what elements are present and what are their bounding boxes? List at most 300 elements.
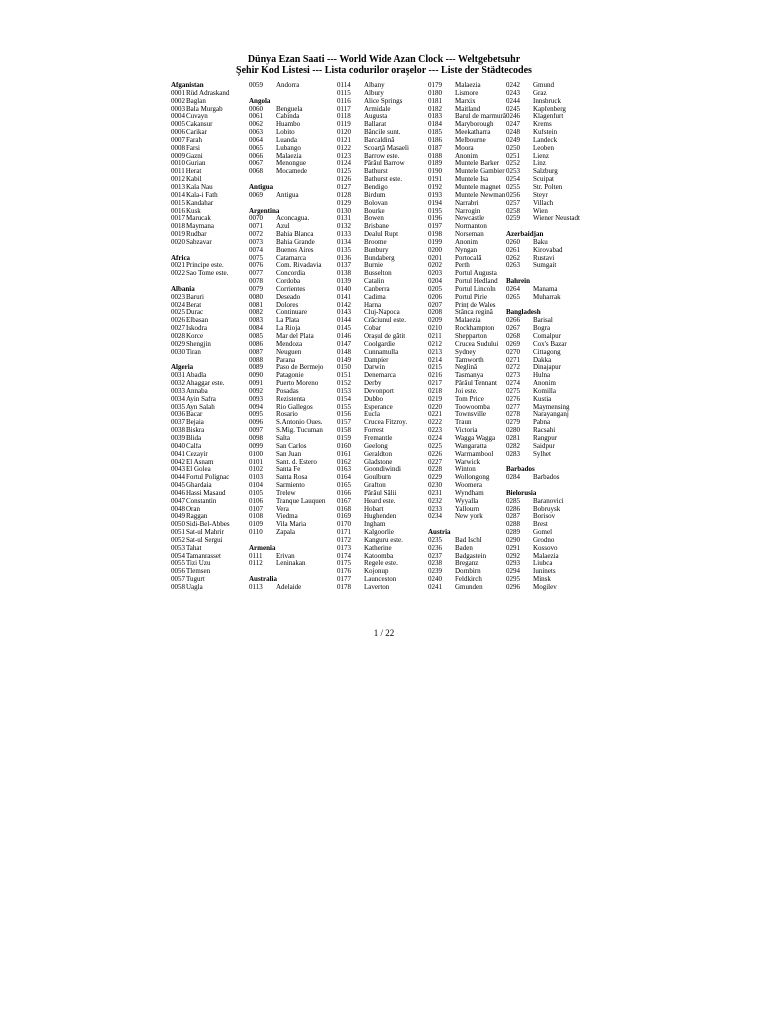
- city-entry: [249, 529, 337, 537]
- city-entry: [249, 466, 337, 474]
- city-code: 0145: [337, 325, 351, 333]
- city-entry: [337, 302, 428, 310]
- country-heading: Bangladesh: [506, 309, 541, 317]
- country-heading: Austria: [428, 529, 451, 537]
- city-entry: [249, 153, 337, 161]
- city-entry: [337, 568, 428, 576]
- city-code: 0249: [506, 136, 520, 144]
- city-entry: [171, 506, 249, 514]
- city-entry: [428, 184, 506, 192]
- spacer: [249, 176, 337, 184]
- city-entry: [506, 349, 596, 357]
- city-code: 0211: [428, 333, 442, 340]
- city-entry: [249, 129, 337, 137]
- city-code: 0054: [171, 552, 185, 560]
- city-code: 0121: [337, 136, 351, 144]
- city-name: Maymensing: [533, 403, 570, 411]
- city-code: 0086: [249, 340, 263, 348]
- city-name: Breganz: [455, 560, 479, 568]
- city-name: Yallourn: [455, 505, 480, 513]
- city-entry: [506, 176, 596, 184]
- city-name: Sarmiento: [276, 482, 305, 490]
- city-name: Durac: [186, 309, 204, 317]
- city-code: 0079: [249, 285, 263, 293]
- city-name: Liubca: [533, 560, 553, 568]
- city-entry: [428, 553, 506, 561]
- city-name: Melbourne: [455, 136, 486, 144]
- city-name: Santa Fe: [276, 466, 301, 474]
- city-name: Parana: [276, 356, 296, 364]
- city-code: 0065: [249, 144, 263, 152]
- city-name: Scoarţă Masaeli: [364, 144, 409, 152]
- city-entry: [171, 239, 249, 247]
- city-entry: [249, 247, 337, 255]
- city-name: Tahat: [186, 544, 202, 552]
- city-entry: [171, 419, 249, 427]
- city-name: Luanda: [276, 136, 297, 144]
- city-code: 0136: [337, 254, 351, 262]
- city-name: Bowen: [364, 215, 384, 223]
- city-entry: [171, 270, 249, 278]
- city-code: 0250: [506, 144, 520, 152]
- city-entry: [337, 200, 428, 208]
- city-name: Trelew: [276, 489, 296, 497]
- city-code: 0137: [337, 262, 351, 270]
- city-entry: [428, 309, 506, 317]
- city-name: Warrnambool: [455, 450, 494, 458]
- city-name: Tom Price: [455, 395, 484, 403]
- city-code: 0099: [249, 442, 263, 450]
- city-name: Barcaldină: [364, 136, 395, 144]
- country-heading: Bahrein: [506, 278, 530, 286]
- city-code: 0085: [249, 333, 263, 340]
- city-name: Forrest: [364, 427, 384, 435]
- city-name: Kala-i Fath: [186, 191, 218, 199]
- country-heading: Barbados: [506, 466, 535, 474]
- city-name: Iskodra: [186, 325, 207, 333]
- city-entry: [337, 529, 428, 537]
- city-entry: [337, 208, 428, 216]
- city-code: 0063: [249, 129, 263, 137]
- city-name: San Juan: [276, 450, 302, 458]
- city-name: Uagla: [186, 584, 203, 591]
- city-name: Baranovici: [533, 497, 564, 505]
- city-code: 0295: [506, 576, 520, 584]
- city-name: Baku: [533, 238, 548, 246]
- city-code: 0044: [171, 474, 185, 482]
- city-code: 0064: [249, 136, 263, 144]
- city-code: 0073: [249, 238, 263, 246]
- city-code: 0109: [249, 521, 263, 529]
- city-entry: [249, 396, 337, 404]
- city-code: 0087: [249, 348, 263, 356]
- city-name: S.Mig. Tucuman: [276, 427, 323, 435]
- city-name: Zapala: [276, 529, 296, 537]
- city-entry: [171, 215, 249, 223]
- city-code: 0120: [337, 129, 351, 137]
- city-code: 0115: [337, 89, 351, 97]
- city-code: 0256: [506, 191, 520, 199]
- city-name: Marucak: [186, 215, 211, 223]
- city-entry: [428, 270, 506, 278]
- city-code: 0200: [428, 246, 442, 254]
- city-code: 0182: [428, 105, 442, 113]
- city-name: Sidi-Bel-Abbes: [186, 521, 230, 529]
- city-name: Klagenfurt: [533, 113, 564, 121]
- city-name: Goulburn: [364, 474, 391, 482]
- city-code: 0057: [171, 576, 185, 584]
- city-code: 0093: [249, 395, 263, 403]
- city-name: Graz: [533, 89, 547, 97]
- city-code: 0271: [506, 356, 520, 364]
- city-entry: [171, 302, 249, 310]
- city-code: 0068: [249, 168, 263, 176]
- city-entry: [506, 506, 596, 514]
- city-entry: [171, 372, 249, 380]
- city-code: 0146: [337, 333, 351, 340]
- city-entry: [171, 137, 249, 145]
- city-entry: [506, 333, 596, 341]
- city-name: Cordoba: [276, 278, 301, 286]
- city-name: Muntele magnet: [455, 183, 501, 191]
- city-name: Anonim: [455, 152, 478, 160]
- city-entry: [171, 145, 249, 153]
- spacer: [506, 302, 596, 310]
- city-entry: [428, 388, 506, 396]
- city-code: 0096: [249, 419, 263, 427]
- city-code: 0050: [171, 521, 185, 529]
- city-name: Leoben: [533, 144, 554, 152]
- city-entry: [428, 459, 506, 467]
- city-entry: [428, 537, 506, 545]
- city-code: 0168: [337, 505, 351, 513]
- city-name: Rustavi: [533, 254, 555, 262]
- city-code: 0239: [428, 568, 442, 576]
- city-entry: [249, 302, 337, 310]
- city-entry: [506, 427, 596, 435]
- city-name: Landeck: [533, 136, 558, 144]
- city-code: 0173: [337, 544, 351, 552]
- city-code: 0274: [506, 380, 520, 388]
- city-entry: [171, 294, 249, 302]
- city-code: 0181: [428, 97, 442, 105]
- city-name: Traun: [455, 419, 472, 427]
- city-code: 0103: [249, 474, 263, 482]
- city-entry: [428, 255, 506, 263]
- city-entry: [337, 278, 428, 286]
- city-name: Continuare: [276, 309, 308, 317]
- city-entry: [428, 333, 506, 341]
- city-code: 0077: [249, 270, 263, 278]
- city-entry: [506, 106, 596, 114]
- city-name: Wiener Neustadt: [533, 215, 580, 223]
- city-entry: [249, 325, 337, 333]
- country-heading: Bielorusia: [506, 489, 537, 497]
- city-entry: [249, 553, 337, 561]
- city-code: 0013: [171, 183, 185, 191]
- city-entry: [337, 396, 428, 404]
- city-entry: [337, 576, 428, 584]
- city-code: 0107: [249, 505, 263, 513]
- city-name: Barbados: [533, 474, 560, 482]
- document-subtitle: Şehir Kod Listesi --- Lista codurilor oraşelor --- Liste der Städtecodes: [236, 65, 532, 76]
- city-entry: [506, 239, 596, 247]
- city-name: Aconcagua.: [276, 215, 310, 223]
- city-name: Rangpur: [533, 434, 558, 442]
- city-entry: [171, 380, 249, 388]
- country-heading: Algeria: [171, 364, 194, 372]
- city-name: Katoomba: [364, 552, 394, 560]
- city-name: Kusk: [186, 207, 201, 215]
- city-code: 0128: [337, 191, 351, 199]
- city-name: Huambo: [276, 121, 301, 129]
- city-code: 0186: [428, 136, 442, 144]
- city-name: Townsville: [455, 411, 487, 419]
- city-name: Raggan: [186, 513, 208, 521]
- spacer: [249, 537, 337, 545]
- city-entry: [249, 309, 337, 317]
- city-code: 0155: [337, 403, 351, 411]
- city-code: 0095: [249, 411, 263, 419]
- city-code: 0117: [337, 105, 351, 113]
- city-name: Buenos Aires: [276, 246, 314, 254]
- city-code: 0202: [428, 262, 442, 270]
- city-code: 0282: [506, 442, 520, 450]
- city-name: Innsbruck: [533, 97, 561, 105]
- city-code: 0015: [171, 199, 185, 207]
- city-code: 0053: [171, 544, 185, 552]
- city-name: Malaezia: [533, 552, 559, 560]
- city-code: 0075: [249, 254, 263, 262]
- city-entry: [506, 286, 596, 294]
- city-entry: [249, 404, 337, 412]
- city-entry: [249, 215, 337, 223]
- city-name: Broome: [364, 238, 387, 246]
- city-entry: [171, 121, 249, 129]
- city-code: 0016: [171, 207, 185, 215]
- city-entry: [428, 192, 506, 200]
- city-entry: [171, 160, 249, 168]
- city-name: Cabinda: [276, 113, 300, 121]
- city-code: 0092: [249, 387, 263, 395]
- city-entry: [428, 498, 506, 506]
- city-name: Tlemsen: [186, 568, 211, 576]
- city-entry: [337, 286, 428, 294]
- city-code: 0231: [428, 489, 442, 497]
- city-name: Str. Polten: [533, 183, 563, 191]
- city-code: 0252: [506, 160, 520, 168]
- city-code: 0241: [428, 584, 442, 591]
- city-name: El Asnam: [186, 458, 214, 466]
- city-name: Principe este.: [186, 262, 224, 270]
- city-code: 0116: [337, 97, 351, 105]
- city-entry: [249, 419, 337, 427]
- city-code: 0254: [506, 176, 520, 184]
- city-code: 0285: [506, 497, 520, 505]
- city-entry: [506, 584, 596, 592]
- city-code: 0097: [249, 427, 263, 435]
- city-entry: [249, 427, 337, 435]
- city-code: 0247: [506, 121, 520, 129]
- city-code: 0071: [249, 223, 263, 231]
- city-code: 0033: [171, 387, 185, 395]
- city-code: 0178: [337, 584, 351, 591]
- city-code: 0152: [337, 380, 351, 388]
- city-code: 0191: [428, 176, 442, 184]
- city-entry: [337, 129, 428, 137]
- city-entry: [337, 364, 428, 372]
- city-code: 0236: [428, 544, 442, 552]
- city-name: Ballarat: [364, 121, 387, 129]
- city-entry: [249, 513, 337, 521]
- city-code: 0289: [506, 529, 520, 537]
- city-name: Darwin: [364, 364, 385, 372]
- city-code: 0094: [249, 403, 263, 411]
- city-name: Portul Hedland: [455, 278, 498, 286]
- city-name: Bacar: [186, 411, 203, 419]
- city-entry: [171, 396, 249, 404]
- city-name: Bejaia: [186, 419, 204, 427]
- city-entry: [171, 459, 249, 467]
- city-code: 0280: [506, 427, 520, 435]
- city-entry: [171, 553, 249, 561]
- city-code: 0222: [428, 419, 442, 427]
- city-entry: [337, 168, 428, 176]
- city-entry: [506, 568, 596, 576]
- city-name: Salta: [276, 434, 290, 442]
- city-code: 0225: [428, 442, 442, 450]
- city-code: 0220: [428, 403, 442, 411]
- city-code: 0167: [337, 497, 351, 505]
- city-entry: [249, 333, 337, 341]
- city-code: 0210: [428, 325, 442, 333]
- city-entry: [506, 192, 596, 200]
- city-code: 0158: [337, 427, 351, 435]
- city-entry: [249, 459, 337, 467]
- spacer: [249, 90, 337, 98]
- city-name: Lismore: [455, 89, 479, 97]
- city-code: 0104: [249, 482, 263, 490]
- city-entry: [249, 137, 337, 145]
- spacer: [428, 521, 506, 529]
- city-entry: [506, 90, 596, 98]
- city-entry: [337, 545, 428, 553]
- city-entry: [249, 490, 337, 498]
- city-code: 0018: [171, 223, 185, 231]
- city-name: Carikar: [186, 129, 207, 137]
- city-entry: [337, 427, 428, 435]
- page-number: 1 / 22: [373, 628, 395, 638]
- city-name: Ayin Safra: [186, 395, 216, 403]
- city-code-column-2: [249, 82, 337, 592]
- city-code: 0062: [249, 121, 263, 129]
- city-code: 0212: [428, 340, 442, 348]
- city-entry: [337, 317, 428, 325]
- city-code: 0126: [337, 176, 351, 184]
- city-entry: [337, 411, 428, 419]
- city-name: Derby: [364, 380, 382, 388]
- city-name: Maryborough: [455, 121, 494, 129]
- city-code: 0218: [428, 387, 442, 395]
- city-entry: [506, 98, 596, 106]
- city-name: Cezayir: [186, 450, 208, 458]
- city-entry: [428, 341, 506, 349]
- city-entry: [428, 325, 506, 333]
- city-entry: [249, 145, 337, 153]
- city-entry: [171, 98, 249, 106]
- city-entry: [337, 223, 428, 231]
- city-name: Rio Gallegos: [276, 403, 313, 411]
- city-name: Abadla: [186, 372, 207, 380]
- city-code-column-4: [428, 82, 506, 592]
- city-code: 0009: [171, 152, 185, 160]
- city-code: 0067: [249, 160, 263, 168]
- city-name: Bunbury: [364, 246, 389, 254]
- city-name: Grodno: [533, 536, 555, 544]
- city-name: Leninakan: [276, 560, 306, 568]
- city-name: Badgastein: [455, 552, 487, 560]
- city-entry: [249, 380, 337, 388]
- city-entry: [337, 121, 428, 129]
- city-name: Lobito: [276, 129, 295, 137]
- city-code: 0245: [506, 105, 520, 113]
- city-name: Woomera: [455, 482, 483, 490]
- city-entry: [171, 208, 249, 216]
- city-code: 0180: [428, 89, 442, 97]
- city-entry: [428, 200, 506, 208]
- city-code: 0106: [249, 497, 263, 505]
- city-code: 0172: [337, 536, 351, 544]
- city-code: 0193: [428, 191, 442, 199]
- city-name: La Rioja: [276, 325, 301, 333]
- city-name: Shengjin: [186, 340, 211, 348]
- city-entry: [428, 208, 506, 216]
- city-entry: [337, 513, 428, 521]
- country-heading: Azerbaidjan: [506, 231, 544, 239]
- city-name: Pârâul Sălii: [364, 489, 397, 497]
- city-entry: [506, 411, 596, 419]
- city-entry: [506, 513, 596, 521]
- city-entry: [171, 333, 249, 341]
- city-name: Canberra: [364, 285, 390, 293]
- city-entry: [171, 513, 249, 521]
- city-name: Herat: [185, 168, 202, 176]
- city-code: 0270: [506, 348, 520, 356]
- city-name: Puerto Moreno: [276, 380, 319, 388]
- city-name: La Plata: [276, 317, 300, 325]
- city-name: Kala Nau: [186, 183, 213, 191]
- city-code: 0084: [249, 325, 263, 333]
- city-entry: [337, 537, 428, 545]
- city-entry: [506, 215, 596, 223]
- city-name: Mogilev: [533, 584, 557, 591]
- document-title: Dünya Ezan Saati --- World Wide Azan Clock --- Weltgebetsuhr: [247, 54, 521, 65]
- city-code: 0124: [337, 160, 351, 168]
- city-code: 0098: [249, 434, 263, 442]
- city-entry: [428, 364, 506, 372]
- city-code: 0196: [428, 215, 442, 223]
- city-name: Alice Springs: [364, 97, 403, 105]
- city-code: 0052: [171, 536, 185, 544]
- city-code: 0262: [506, 254, 520, 262]
- city-name: Coolgardie: [364, 340, 396, 348]
- city-code: 0148: [337, 348, 351, 356]
- city-name: Wyndham: [455, 489, 484, 497]
- city-entry: [337, 388, 428, 396]
- city-code: 0003: [171, 105, 185, 113]
- city-name: Wollongong: [455, 474, 490, 482]
- country-heading: Albania: [171, 285, 195, 293]
